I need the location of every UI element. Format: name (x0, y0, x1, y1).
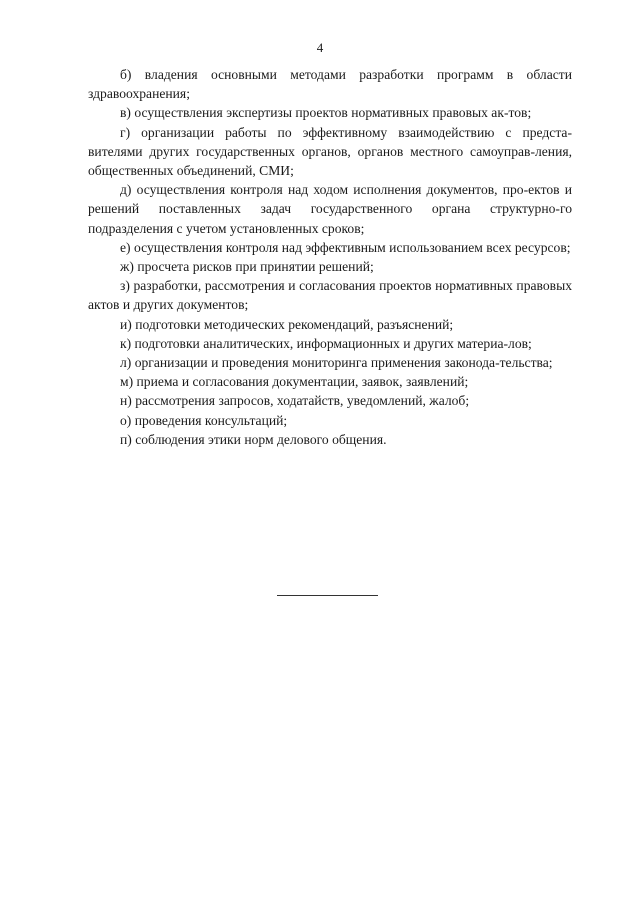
list-item-e: е) осуществления контроля над эффективным использованием всех ресурсов; (120, 239, 571, 255)
list-item-l: л) организации и проведения мониторинга применения законода-тельства; (120, 355, 553, 371)
list-item-o: о) проведения консультаций; (120, 412, 288, 428)
list-item-p: п) соблюдения этики норм делового общения. (120, 431, 387, 447)
document-body (88, 65, 572, 449)
list-item-k: к) подготовки аналитических, информационных и других материа-лов; (120, 335, 532, 351)
list-item-b: б) владения основными методами разработки программ в области здравоохранения; (88, 67, 572, 102)
list-item-n: н) рассмотрения запросов, ходатайств, уведомлений, жалоб; (120, 393, 470, 409)
page-number: 4 (316, 40, 324, 55)
list-item-d: д) осуществления контроля над ходом исполнения документов, про-ектов и решений поставленных задач государственного органа структурно-го подразделения с учетом установленных сроков; (88, 182, 572, 236)
list-item-zh: ж) просчета рисков при принятии решений; (120, 259, 374, 275)
list-item-m: м) приема и согласования документации, заявок, заявлений; (120, 374, 469, 390)
list-item-v: в) осуществления экспертизы проектов нормативных правовых ак-тов; (120, 105, 532, 121)
list-item-z: з) разработки, рассмотрения и согласования проектов нормативных правовых актов и других документов; (88, 278, 572, 313)
list-item-g: г) организации работы по эффективному взаимодействию с предста-вителями других государственных органов, органов местного самоуправ-ления, общественных объединений, СМИ; (88, 124, 572, 179)
list-item-i: и) подготовки методических рекомендаций, разъяснений; (120, 316, 454, 332)
end-separator-line (277, 595, 378, 596)
